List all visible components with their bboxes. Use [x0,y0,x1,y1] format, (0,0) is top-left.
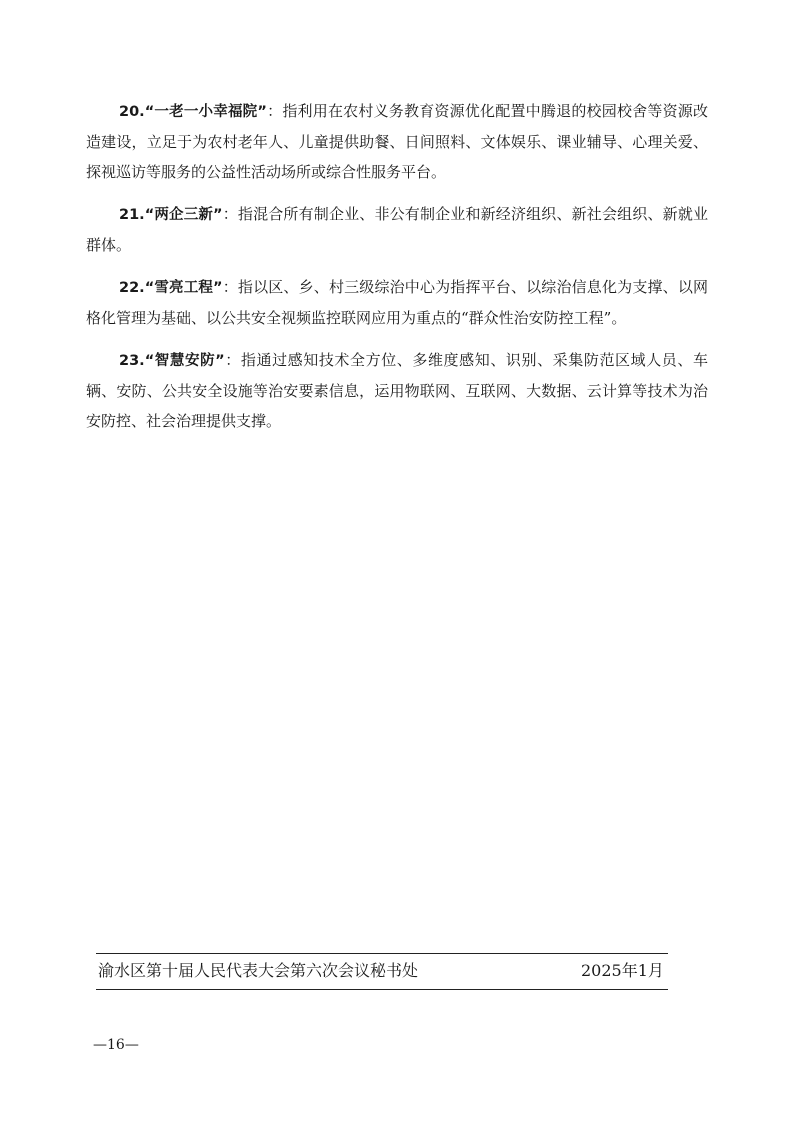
page-number: —16— [93,1037,139,1053]
glossary-entry-20 [86,96,708,187]
glossary-entry-21 [86,199,708,260]
entry-definition: ：指混合所有制企业、非公有制企业和新经济组织、新社会组织、新就业群体。 [86,205,708,254]
entry-term [119,280,223,296]
entry-number: 22. [119,280,145,296]
footer-issuer: 渝水区第十届人民代表大会第六次会议秘书处 [98,961,419,980]
entry-term-text: “智慧安防” [144,353,225,369]
document-body [86,96,708,448]
entry-definition: ：指通过感知技术全方位、多维度感知、识别、采集防范区域人员、车辆、安防、公共安全设施等治安要素信息，运用物联网、互联网、大数据、云计算等技术为治安防控、社会治理提供支撑。 [86,351,708,430]
entry-term [119,207,223,223]
entry-number: 23. [119,353,145,369]
footer-top-rule [96,953,668,954]
entry-definition: ：指利用在农村义务教育资源优化配置中腾退的校园校舍等资源改造建设，立足于为农村老年人、儿童提供助餐、日间照料、文体娱乐、课业辅导、心理关爱、探视巡访等服务的公益性活动场所或综合性服务平台。 [86,102,708,181]
footer-bottom-rule [96,989,668,990]
entry-number: 20. [119,104,145,120]
entry-definition: ：指以区、乡、村三级综治中心为指挥平台、以综治信息化为支撑、以网格化管理为基础、以公共安全视频监控联网应用为重点的“群众性治安防控工程”。 [86,278,708,327]
entry-term-text: “雪亮工程” [144,280,223,296]
footer-date: 2025年1月 [581,961,664,980]
entry-term-text: “两企三新” [144,207,223,223]
glossary-entry-23 [86,345,708,436]
entry-number: 21. [119,207,145,223]
entry-term-text: “一老一小幸福院” [144,104,267,120]
entry-term [119,104,267,120]
glossary-entry-22 [86,272,708,333]
entry-term [119,353,225,369]
